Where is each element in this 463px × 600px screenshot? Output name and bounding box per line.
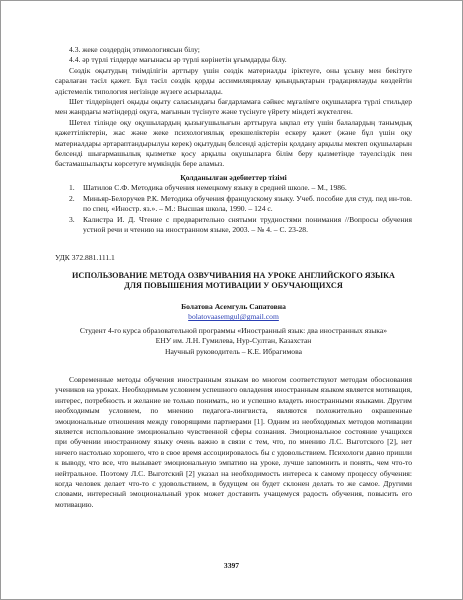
udk-code: УДК 372.881.111.1 (55, 253, 115, 263)
reference-item (55, 194, 412, 215)
reference-text: Шатилов С.Ф. Методика обучения немецкому языку в средней школе. – М., 1986. (83, 183, 347, 193)
reference-number: 1. (69, 183, 75, 193)
list-item: 4.3. жеке сөздердің этимологиясын білу; (69, 45, 200, 54)
reference-text: Миньяр-Белоручев Р.К. Методика обучения французскому языку. Учеб. пособие для студ. пед ин-тов. по спец. «Иностр. яз.». – М.: Высшая школа, 1990. – 124 с. (83, 193, 412, 214)
article-title: ИСПОЛЬЗОВАНИЕ МЕТОДА ОЗВУЧИВАНИЯ НА УРОКЕ АНГЛИЙСКОГО ЯЗЫКА ДЛЯ ПОВЫШЕНИЯ МОТИВАЦИИ У ОБУЧАЮЩИХСЯ (72, 270, 395, 291)
reference-number: 3. (69, 214, 75, 224)
body-paragraph: Современные методы обучения иностранным языкам во многом соответствуют методам обоснования учеников на уроках. Необходимым условием успешного овладения иностранным языком является мотивация, интерес, потребность и желание не только понимать, но и успешно владеть иностранными языками. Другим необходимым условием, по мнению педагога-лингвиста, являются положительно окрашенные эмоциональные отношения между говорящими партнерами [1]. Одним из необходимых методов мотивации является использование эмоционально чувственной сферы сознания. Эмоциональное состояние учащихся при обучении иностранному языку очень важно в связи с тем, что, по мнению Л.С. Выготского [2], нет ничего настолько хорошего, что в свое время ассоциировалось бы с удовольствием. Психологи давно пришли к выводу, что все, что вызывает эмоциональную эмпатию на уроке, лучше запомнить и понять, чем что-то нейтральное. Поэтому Л.С. Выготский [2] указал на необходимость интереса к самому процессу обучения: когда человек делает что-то с удовольствием, в будущем он будет склонен делать то же самое. Другими словами, интересный эмоциональный урок может доставить учащемуся радость обучения, повысить его мотивацию. (55, 374, 412, 509)
reference-item (55, 183, 412, 193)
paragraph: Шетел тілінде оқу оқушылардың қызығушылығын арттыруға ықпал ету үшін балалардың танымдық қажеттіліктерін, жас және жеке психологиялық ерекшеліктерін ескеру қажет (және бұл үшін оқу материалдары әртараптандырылуы керек) оқытудың белсенді әдістерін қолдану арқылы мектеп оқушыларын белсенді шығармашылық қызметке қосу арқылы оқушыларға білім беру қызметінде тәуелсіздік пен бастамашылықты көрсетуге мүмкіндік бере аламыз. (55, 117, 412, 169)
references-title: Қолданылған әдебиеттер тізімі (180, 172, 287, 182)
paragraph: Сөздік оқытудың тиімділігін арттыру үшін сөздік материалды іріктеуге, оны ұсыну мен бекітуге саралаған тәсіл қажет. Бұл тәсіл сөздік қорды ассимиляциялау қиындықтарын градациялауды көздейтін әдістемелік типология негізінде жүзеге асырылады. (55, 65, 412, 96)
list-item: 4.4. әр түрлі тілдерде мағынасы әр түрлі көрінетін ұғымдарды білу. (69, 55, 287, 65)
paragraph: Шет тілдеріндегі оқыды оқыту саласындағы бағдарламаға сәйкес мұғалімге оқушыларға түрлі стильдер мен жанрдағы мәтіндерді оқуға, мағынын түсінуге және түсінуге үйрету міндеті жүктелген. (55, 97, 412, 117)
author-email-link[interactable]: bolatovaasemgul@gmail.com (188, 312, 279, 322)
supervisor: Научный руководитель – К.Е. Ибрагимова (165, 346, 302, 356)
reference-text: Калистра И. Д. Чтение с предварительно снятыми трудностями понимания //Вопросы обучения устной речи и чтению на иностранном языке, 2003. – № 4. – С. 23-28. (83, 214, 412, 234)
reference-item (55, 215, 412, 236)
author-affiliation: Студент 4-го курса образовательной программы «Иностранный язык: два иностранных языка» ЕНУ им. Л.Н. Гумилева, Нур-Султан, Казахстан (79, 325, 388, 346)
reference-number: 2. (69, 193, 75, 203)
page-number: 3397 (223, 561, 240, 570)
author-name: Болатова Асемгуль Сапатовна (181, 301, 286, 311)
